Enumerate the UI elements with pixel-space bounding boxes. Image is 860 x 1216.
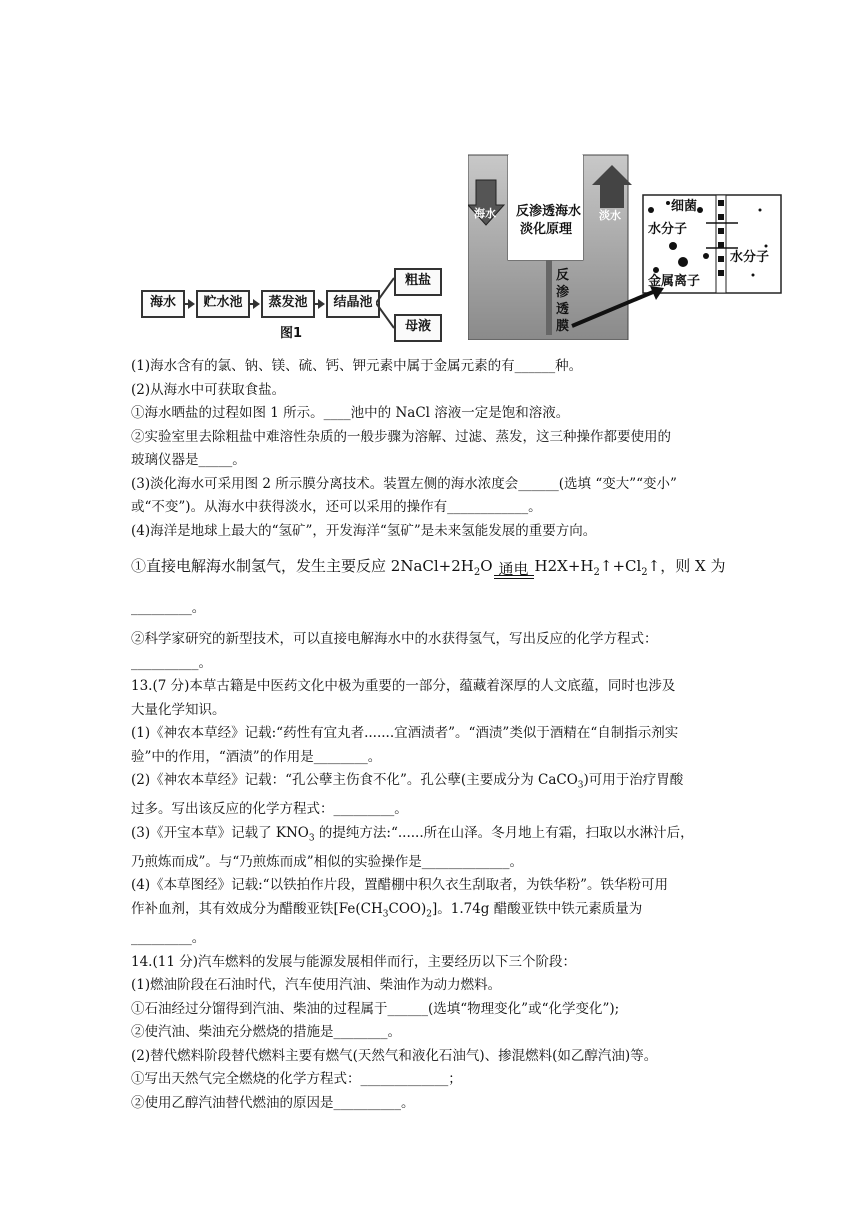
figure2-freshwater-label: 淡水 <box>599 209 621 222</box>
figure2-title-line2: 淡化原理 <box>520 222 573 237</box>
q12-part4: (4)海洋是地球上最大的“氢矿”，开发海洋“氢矿”是未来氢能发展的重要方向。 <box>131 522 597 539</box>
eq-rhs-cl: ↑+Cl <box>599 557 642 575</box>
flow-arrow <box>248 303 258 305</box>
eq-condition <box>494 559 534 585</box>
eq-lhs-o: O <box>480 557 493 575</box>
figures-row <box>128 150 788 350</box>
q13-part1a: (1)《神农本草经》记载:“药性有宜丸者.......宜酒渍者”。“酒渍”类似于酒精在“自制指示剂实 <box>131 725 679 741</box>
q12-part2: (2)从海水中可获取食盐。 <box>131 381 286 398</box>
q12-part3b: 或“不变”)。从海水中获得淡水，还可以采用的操作有____________。 <box>131 499 542 515</box>
figure2-reverse-osmosis <box>468 150 788 340</box>
q12-part3a: (3)淡化海水可采用图 2 所示膜分离技术。装置左侧的海水浓度会______(选填 “变大”“变小” <box>131 475 677 492</box>
q12-part2-2b: 玻璃仪器是_____。 <box>131 452 246 468</box>
question-text <box>131 355 731 1115</box>
flow-box-seawater: 海水 <box>141 290 185 318</box>
q13-part2a: (2)《神农本草经》记载：“孔公孽主伤食不化”。孔公孽(主要成分为 CaCO$_3$)可用于治疗胃酸 <box>131 772 684 791</box>
q13-stem: 13.(7 分)本草古籍是中医药文化中极为重要的一部分，蕴藏着深厚的人文底蕴，同时也涉及 <box>131 678 676 694</box>
eq-end: ↑，则 X 为 <box>647 557 726 575</box>
q13-part4c: _________。 <box>131 930 206 947</box>
q13-part3b: 乃煎炼而成”。与“乃煎炼而成”相似的实验操作是_____________。 <box>131 853 523 870</box>
q13-part2b: 过多。写出该反应的化学方程式：_________。 <box>131 801 408 818</box>
q12-part4-1-blank: _________。 <box>131 599 206 616</box>
eq-rhs: H2X+H <box>534 557 594 575</box>
figure2-metal-ions-label: 金属离子 <box>648 274 701 289</box>
q12-part2-2a: ②实验室里去除粗盐中难溶性杂质的一般步骤为溶解、过滤、蒸发，这三种操作都要使用的 <box>131 428 671 445</box>
figure2-bacteria-label: 细菌 <box>671 199 698 214</box>
flow-box-storage-pool: 贮水池 <box>196 290 250 318</box>
figure1-caption: 图1 <box>280 326 303 341</box>
figure2-membrane-label: 反渗透膜 <box>556 268 570 334</box>
q12-part4-2b: __________。 <box>131 654 212 671</box>
q12-part1: (1)海水含有的氯、钠、镁、硫、钙、钾元素中属于金属元素的有______种。 <box>131 358 583 374</box>
figure2-diagram <box>468 150 788 340</box>
q13-part3a: (3)《开宝本草》记载了 $KNO_3$ 的提纯方法:“......所在山泽。冬月地上有霜，扫取以水淋汁后， <box>131 824 694 844</box>
flow-box-mother-liquor: 母液 <box>394 314 442 342</box>
figure2-seawater-label: 海水 <box>474 207 496 220</box>
q13-part4b: 作补血剂，其有效成分为醋酸亚铁$[Fe(CH_3COO)_2]$。1.74g 醋酸亚铁中铁元素质量为 <box>131 900 643 920</box>
flow-box-crystallization-pool: 结晶池 <box>326 290 380 318</box>
q13-part4a: (4)《本草图经》记载:“以铁拍作片段，置醋棚中积久衣生刮取者，为铁华粉”。铁华粉可用 <box>131 877 668 894</box>
figure2-water-molecule-right-label: 水分子 <box>730 250 770 265</box>
q13-stem-b: 大量化学知识。 <box>131 701 226 718</box>
flow-arrow <box>313 303 323 305</box>
q14-part1: (1)燃油阶段在石油时代，汽车使用汽油、柴油作为动力燃料。 <box>131 977 502 994</box>
figure2-water-molecule-left-label: 水分子 <box>648 222 688 237</box>
q12-part4-1-equation: ①直接电解海水制氢气，发生主要反应 $2NaCl+2H_2O$ 通电 $H2X+H_2↑+Cl_2↑$，则 X 为 <box>131 555 731 585</box>
flow-arrow <box>183 303 193 305</box>
flow-branch-lines <box>376 270 396 340</box>
figure2-title-line1: 反渗透海水 <box>516 204 582 219</box>
q14-part2-2: ②使用乙醇汽油替代燃油的原因是__________。 <box>131 1094 415 1111</box>
flow-box-evaporation-pool: 蒸发池 <box>261 290 315 318</box>
q13-part1b: 验”中的作用，“酒渍”的作用是________。 <box>131 748 382 765</box>
eq-condition-text: 通电 <box>498 559 529 578</box>
flow-box-crude-salt: 粗盐 <box>394 268 442 296</box>
q14-part2-1: ①写出天然气完全燃烧的化学方程式：_____________； <box>131 1071 462 1088</box>
eq-lhs: ①直接电解海水制氢气，发生主要反应 2NaCl+2H <box>131 557 474 575</box>
q12-part4-2a: ②科学家研究的新型技术，可以直接电解海水中的水获得氢气，写出反应的化学方程式： <box>131 631 658 647</box>
q14-part2: (2)替代燃料阶段替代燃料主要有燃气(天然气和液化石油气)、掺混燃料(如乙醇汽油)等。 <box>131 1047 658 1064</box>
q14-part1-2: ②使汽油、柴油充分燃烧的措施是________。 <box>131 1024 401 1041</box>
q14-part1-1: ①石油经过分馏得到汽油、柴油的过程属于______(选填“物理变化”或“化学变化”); <box>131 1000 620 1017</box>
q14-stem: 14.(11 分)汽车燃料的发展与能源发展相伴而行，主要经历以下三个阶段： <box>131 953 576 970</box>
q12-part2-1: ①海水晒盐的过程如图 1 所示。____池中的 NaCl 溶液一定是饱和溶液。 <box>131 405 570 421</box>
